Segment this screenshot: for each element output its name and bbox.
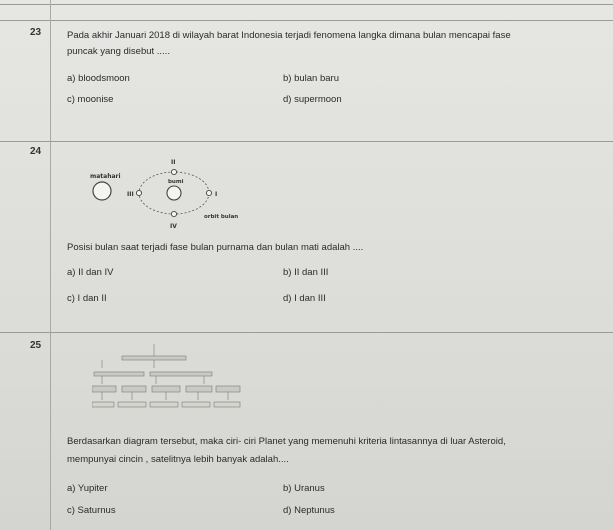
rule-line: [0, 141, 613, 142]
option-a[interactable]: a) II dan IV: [67, 267, 114, 278]
position-III-label: III: [127, 191, 134, 198]
question-number: 25: [30, 340, 42, 351]
option-c[interactable]: c) Saturnus: [67, 505, 116, 516]
earth-circle: [167, 186, 181, 200]
moon-position-IV: [171, 211, 176, 216]
position-II-label: II: [171, 159, 176, 166]
option-a[interactable]: a) Yupiter: [67, 483, 108, 494]
option-b[interactable]: b) bulan baru: [283, 73, 339, 84]
rule-line: [0, 4, 613, 5]
option-c[interactable]: c) moonise: [67, 94, 114, 105]
question-text: Posisi bulan saat terjadi fase bulan purnama dan bulan mati adalah ....: [67, 242, 364, 253]
planet-classification-flowchart: [92, 338, 242, 410]
question-text: Berdasarkan diagram tersebut, maka ciri- ciri Planet yang memenuhi kriteria lintasannya di luar Asteroid,: [67, 436, 506, 447]
moon-position-I: [206, 190, 211, 195]
option-d[interactable]: d) I dan III: [283, 293, 326, 304]
position-IV-label: IV: [170, 223, 177, 230]
question-number: 24: [30, 146, 42, 157]
earth-label: bumi: [168, 179, 184, 185]
position-I-label: I: [215, 191, 218, 198]
option-b[interactable]: b) Uranus: [283, 483, 325, 494]
option-a[interactable]: a) bloodsmoon: [67, 73, 130, 84]
question-text: puncak yang disebut .....: [67, 46, 170, 57]
column-divider: [50, 0, 51, 530]
orbit-label: orbit bulan: [204, 214, 239, 220]
question-text: Pada akhir Januari 2018 di wilayah barat Indonesia terjadi fenomena langka dimana bulan mencapai fase: [67, 30, 511, 41]
option-d[interactable]: d) Neptunus: [283, 505, 335, 516]
question-number: 23: [30, 27, 42, 38]
option-b[interactable]: b) II dan III: [283, 267, 329, 278]
rule-line: [0, 332, 613, 333]
rule-line: [0, 20, 613, 21]
option-d[interactable]: d) supermoon: [283, 94, 342, 105]
sun-circle: [93, 182, 111, 200]
moon-orbit-diagram: [82, 150, 262, 238]
option-c[interactable]: c) I dan II: [67, 293, 107, 304]
moon-position-II: [171, 169, 176, 174]
sun-label: matahari: [90, 173, 121, 180]
moon-position-III: [136, 190, 141, 195]
question-text: mempunyai cincin , satelitnya lebih banyak adalah....: [67, 454, 289, 465]
